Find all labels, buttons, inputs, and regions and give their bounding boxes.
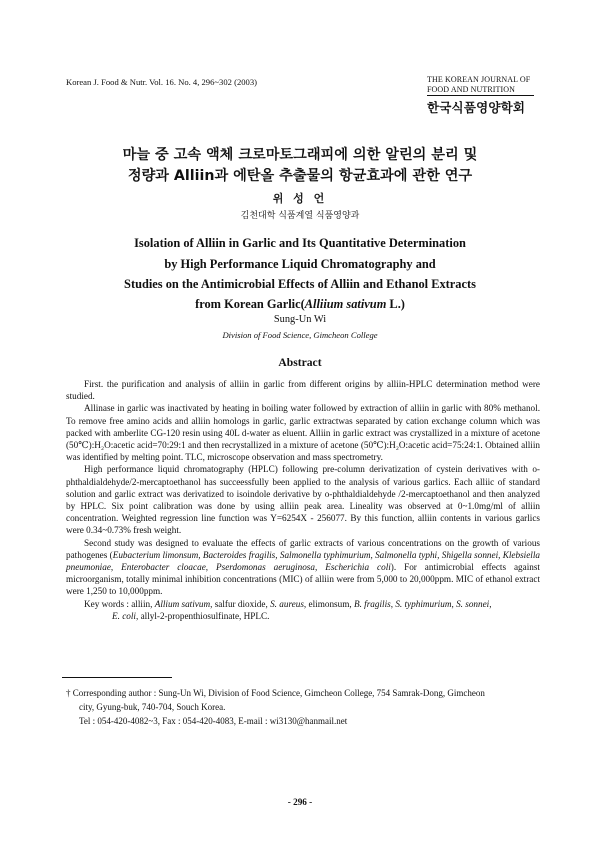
kw-6: B. fragilis xyxy=(353,598,391,609)
kw-8: S. typhimurium xyxy=(395,598,452,609)
keywords xyxy=(66,598,540,610)
footnote-line1: † Corresponding author : Sung-Un Wi, Division of Food Science, Gimcheon College, 754 Samrak-Dong, Gimcheon xyxy=(66,688,485,698)
kw-12: E. coli xyxy=(112,610,136,621)
abstract-heading: Abstract xyxy=(278,356,322,369)
footnote-line3: Tel : 054-420-4082~3, Fax : 054-420-4083, E-mail : wi3130@hanmail.net xyxy=(79,716,348,726)
english-title-line3: Studies on the Antimicrobial Effects of Alliin and Ethanol Extracts xyxy=(124,277,476,291)
journal-name-ko: 한국식품영양학회 xyxy=(427,100,526,116)
corresponding-author-footnote xyxy=(66,686,540,728)
p4-species-list: Eubacterium limonsum, Bacteroides fragilis, Salmonella typhimurium, Salmonella typhi, Shigella sonnei, Klebsiella pneumoniae, Enterobacter cloacae, Pserdomonas aeruginosa, Escherichia coli xyxy=(66,549,541,573)
kw-3: , salfur dioxide, xyxy=(210,598,271,609)
journal-masthead xyxy=(427,75,534,116)
english-title-line4 xyxy=(0,297,600,312)
journal-name-en-line2: FOOD AND NUTRITION xyxy=(427,84,516,94)
abstract-paragraph-4 xyxy=(66,537,540,598)
masthead-divider xyxy=(427,95,534,96)
abstract-paragraph-2: Allinase in garlic was inactivated by heating in boiling water followed by extraction of alliin in garlic with 80% methanol. To remove free amino acids and alliin homologs in garlic, garlic extractwas separated by cation exchange column which was packed with amberlite CG-120 resin using 40L d-water as eluent. Alliin in garlic extract was crystallized in a mixture of acetone (50℃):H₂O:acetic acid=70:29:1 and then recrystallized in a mixture of acetone (50℃):H₂O:acetic acid=75:24:1. Obtained alliin was identified by melting point. TLC, microscope observation and mass spectrometry. xyxy=(66,403,540,463)
kw-7: , xyxy=(390,598,396,609)
korean-author: 위 성 언 xyxy=(272,192,328,205)
english-title-line1: Isolation of Alliin in Garlic and Its Quantitative Determination xyxy=(134,236,466,250)
p4-text-b: ). For antimicrobial effects against microorganism, totally minimal inhibition concentrations (MIC) of alliin were from 5,000 to 20,000ppm. MIC of ethanol extract were 1,250 to 10,000ppm. xyxy=(66,562,540,597)
footnote-line2: city, Gyung-buk, 740-704, Souch Korea. xyxy=(79,702,226,712)
kw-11: , xyxy=(489,598,492,609)
footnote-rule xyxy=(62,677,172,678)
korean-title-line2: 정량과 Alliin과 에탄올 추출물의 항균효과에 관한 연구 xyxy=(127,168,473,184)
abstract-paragraph-1: First. the purification and analysis of alliin in garlic from different origins by alliin-HPLC determination method were studied. xyxy=(66,379,540,402)
kw-4: S. aureus xyxy=(270,598,304,609)
page-number: - 296 - xyxy=(287,797,313,807)
p4-text-a: Second study was designed to evaluate the effects of garlic extracts of various concentrations on the growth of various pathogenes ( xyxy=(66,537,540,560)
kw-2: Allium sativum xyxy=(154,598,211,609)
keywords-label: Key words : xyxy=(84,598,132,609)
english-author: Sung-Un Wi xyxy=(273,314,327,325)
kw-13: , allyl-2-propenthiosulfinate, HPLC. xyxy=(135,610,270,621)
english-title-line2: by High Performance Liquid Chromatography and xyxy=(164,257,436,271)
abstract-body xyxy=(66,378,540,622)
keywords-continued xyxy=(66,610,540,622)
kw-9: , xyxy=(451,598,457,609)
journal-citation: Korean J. Food & Nutr. Vol. 16. No. 4, 296~302 (2003) xyxy=(66,77,258,87)
korean-affiliation: 김천대학 식품계열 식품영양과 xyxy=(240,211,360,221)
kw-1: alliin, xyxy=(131,598,155,609)
abstract-paragraph-3: High performance liquid chromatography (HPLC) following pre-column derivatization of cystein derivatives with o-phthaldialdehyde/2-mercaptoethanol has succeessfully been applied to the analysis of various garlics. Each alliic of standard solution and garlic extract was derivatized to isoindole derivative by o-phthaldialdehyde /2-mercaptoethanol and then analyzed by HPLC. Six point calibration was done by using alliin peak area. Lineality was observed at 0~1.0mg/ml of alliin concentration. Weighted regression line function was Y=6254X - 256077. By this function, alliin contents in various garlics were 0.34~0.73% fresh weight. xyxy=(66,464,540,536)
korean-title-line1: 마늘 중 고속 액체 크로마토그래피에 의한 알린의 분리 및 xyxy=(122,147,478,163)
english-title-species: Alliium sativum xyxy=(304,297,387,311)
english-title-line4-pre: from Korean Garlic( xyxy=(195,297,305,311)
english-affiliation: Division of Food Science, Gimcheon College xyxy=(222,330,378,340)
kw-5: , elimonsum, xyxy=(303,598,354,609)
english-title-line4-post: L.) xyxy=(386,297,405,311)
kw-10: S. sonnei xyxy=(456,598,490,609)
journal-name-en-line1: THE KOREAN JOURNAL OF xyxy=(427,75,531,84)
